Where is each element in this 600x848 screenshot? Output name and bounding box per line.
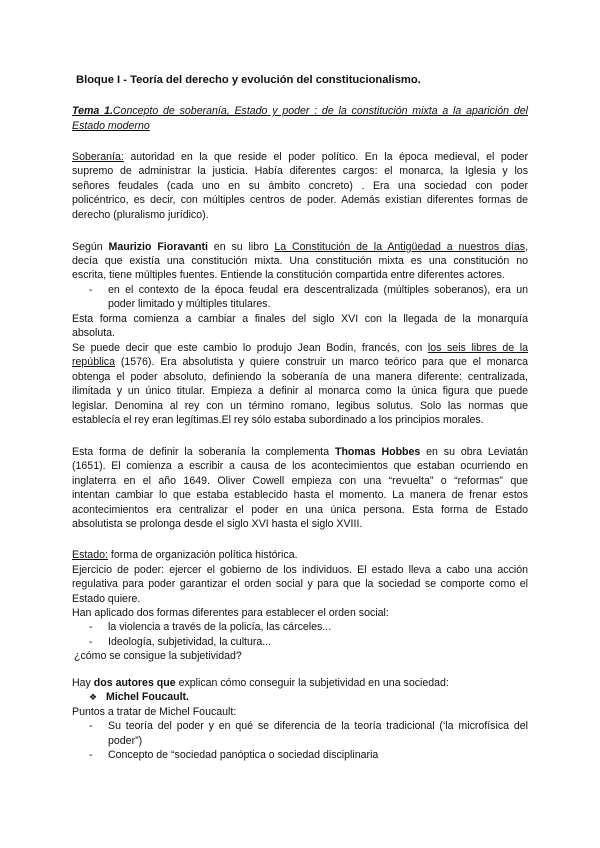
soberania-line-4: policéntrico, es decir, con múltiples centros de poder. Además existían diferentes formas de (72, 194, 528, 206)
estado-line-4: Estado quiere. (72, 593, 141, 605)
hobbes-line-6: absolutista se prolonga desde el siglo XVI hasta el siglo XVIII. (72, 518, 363, 530)
bodin-line-3: obtenga el poder absoluto, definiendo la soberanía de una manera diferente: centralizada, (72, 371, 528, 383)
soberania-line-5: derecho (pluralismo jurídico). (72, 209, 209, 221)
soberania-line-2: supremo de administrar la justicia. Había diferentes cargos: el monarca, la Iglesia y los (72, 165, 528, 177)
bullet-dash: - (89, 621, 93, 633)
diamond-bullet-icon: ❖ (89, 692, 98, 702)
soberania-line-3: señores feudales (cada uno en su ámbito concreto) . Era una sociedad con poder (72, 180, 528, 192)
foucault-bullet-1a: Su teoría del poder y en qué se diferencia de la teoría tradicional (‘la microfísica del (108, 720, 528, 732)
estado-bullet-2: Ideología, subjetividad, la cultura... (108, 636, 272, 648)
fioravanti-bullet-1a: en el contexto de la época feudal era descentralizada (múltiples soberanos), era un (108, 284, 528, 296)
fioravanti-line-1: Según Maurizio Fioravanti en su libro La Constitución de la Antigüedad a nuestros días, (72, 241, 529, 253)
fioravanti-line-3: escrita, tiene múltiples fuentes. Entiende la constitución compartida entre diferentes actores. (72, 269, 505, 281)
bullet-dash: - (89, 720, 93, 732)
estado-bullet-1: la violencia a través de la policía, las cárceles... (108, 621, 332, 633)
hobbes-line-4: intentan cambiar lo que estaba establecido hasta el momento. La manera de frenar estos (72, 489, 528, 501)
soberania-term: Soberanía: (72, 151, 124, 163)
bodin-line-5: legislar. Denomina al rey con un término romano, legibus solutus. Solo las normas que (72, 400, 528, 412)
tema-title-2: Estado moderno (72, 120, 150, 132)
bullet-dash: - (89, 284, 93, 296)
estado-question: ¿cómo se consigue la subjetividad? (74, 650, 242, 662)
hobbes-author: Thomas Hobbes (334, 446, 421, 458)
foucault-bullet-2: Concepto de “sociedad panóptica o sociedad disciplinaria (108, 749, 379, 761)
hobbes-line-5: acontecimientos era centralizar el poder en una única persona. Esta forma de Estado (72, 504, 528, 516)
fioravanti-author: Maurizio Fioravanti (108, 241, 208, 253)
estado-line-5: Han aplicado dos formas diferentes para establecer el orden social: (72, 607, 389, 619)
bloque-heading: Bloque I - Teoría del derecho y evolución del constitucionalismo. (76, 74, 421, 86)
bodin-book-title-2: república (72, 356, 115, 368)
hobbes-line-1: Esta forma de definir la soberanía la complementa Thomas Hobbes en su obra Leviatán (72, 446, 528, 458)
bodin-line-2: república (1576). Era absolutista y quiere construir un marco teórico para que el monarca (72, 356, 528, 368)
estado-line-1: Estado: forma de organización política histórica. (72, 549, 298, 561)
soberania-line-1: Soberanía: autoridad en la que reside el poder político. En la época medieval, el poder (72, 151, 528, 163)
foucault-puntos: Puntos a tratar de Michel Foucault: (72, 706, 237, 718)
estado-line-2: Ejercicio de poder: ejercer el gobierno de los individuos. El estado lleva a cabo una acción (72, 564, 528, 576)
autores-bold: dos autores que (93, 677, 176, 689)
tema-label: Tema 1. (72, 105, 113, 117)
bodin-line-4: ilimitada y un único titular. Empieza a definir al monarca como la única figura que puede (72, 385, 528, 397)
autores-intro: Hay dos autores que explican cómo conseguir la subjetividad en una sociedad: (72, 677, 449, 689)
tema-title-1: Concepto de soberanía, Estado y poder : de la constitución mixta a la aparición del (112, 105, 528, 117)
bullet-dash: - (89, 636, 93, 648)
bullet-dash: - (89, 749, 93, 761)
foucault-bullet-1b: poder”) (108, 735, 143, 747)
hobbes-line-2: (1651). El comienza a escribir a causa de los acontecimientos que estaban ocurriendo en (72, 460, 528, 472)
tema-line-1 (72, 104, 528, 118)
fioravanti-bullet-1b: poder limitado y múltiples titulares. (108, 298, 271, 310)
estado-term: Estado: (72, 549, 108, 561)
fioravanti-line-4: Esta forma comienza a cambiar a finales del siglo XVI con la llegada de la monarquía (72, 313, 528, 325)
hobbes-line-3: inglaterra en el año 1649. Oliver Cowell empieza con una “revuelta” o “reformas” que (72, 475, 528, 487)
estado-line-3: regulativa para poder garantizar el orden social y para que la sociedad se comporte como el (72, 578, 528, 590)
fioravanti-book-title: La Constitución de la Antigüedad a nuestros días (274, 241, 526, 253)
bodin-book-title-1: los seis libres de la (427, 342, 529, 354)
tema-line-2 (72, 119, 528, 133)
bodin-line-1: Se puede decir que este cambio lo produjo Jean Bodin, francés, con los seis libres de la (72, 342, 529, 354)
fioravanti-line-2: decía que existía una constitución mixta. Una constitución mixta es una constitución no (72, 255, 528, 267)
fioravanti-line-5: absoluta. (72, 327, 115, 339)
bodin-line-6: establecía el rey eran legítimas.El rey sólo estaba subordinado a los principios morales. (72, 414, 484, 426)
foucault-heading: Michel Foucault. (106, 691, 189, 703)
